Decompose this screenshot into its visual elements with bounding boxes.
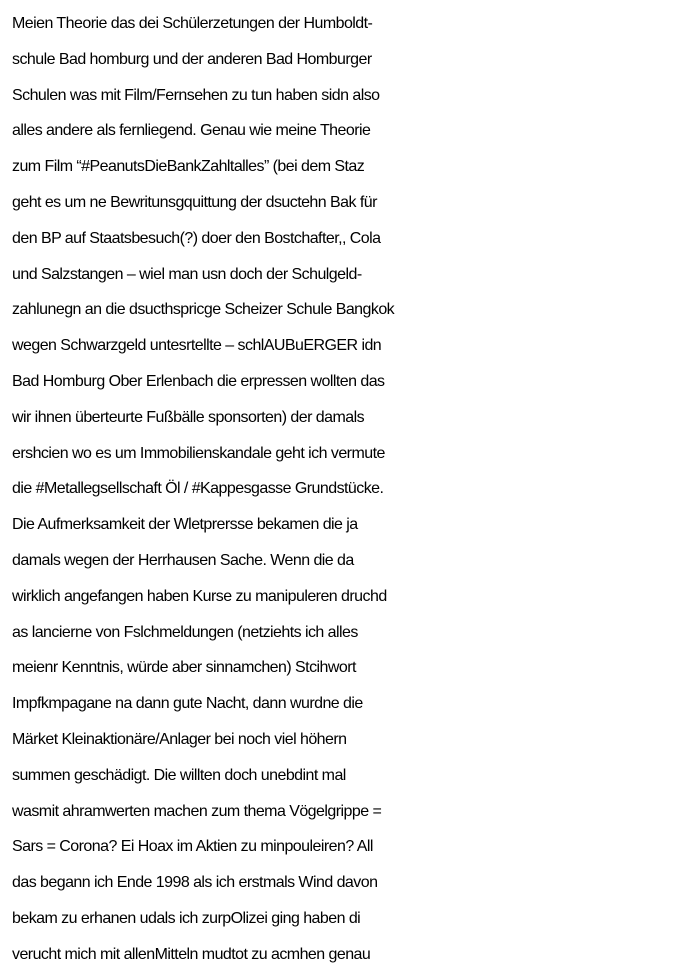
text-line: verucht mich mit allenMitteln mudtot zu acmhen genau [12, 945, 371, 963]
text-line: Märket Kleinaktionäre/Anlager bei noch viel höhern [12, 730, 347, 748]
text-line: das begann ich Ende 1998 als ich erstmals Wind davon [12, 874, 378, 892]
text-line: zahlunegn an die dsucthspricge Scheizer Schule Bangkok [12, 301, 395, 319]
text-line: Bad Homburg Ober Erlenbach die erpressen wollten das [12, 372, 385, 390]
text-line: wasmit ahramwerten machen zum thema Vögelgrippe = [12, 802, 382, 820]
text-line: Impfkmpagane na dann gute Nacht, dann wurdne die [12, 695, 363, 713]
text-line: die #Metallegsellschaft Öl / #Kappesgasse Grundstücke. [12, 480, 384, 498]
text-line: schule Bad homburg und der anderen Bad Homburger [12, 50, 372, 68]
text-line: wegen Schwarzgeld untesrtellte – schlAUBuERGER idn [12, 337, 382, 355]
text-line: Sars = Corona? Ei Hoax im Aktien zu minpouleiren? All [12, 838, 373, 856]
text-line: wir ihnen überteurte Fußbälle sponsorten) der damals [12, 408, 365, 426]
text-line: Meien Theorie das dei Schülerzetungen der Humboldt- [12, 15, 373, 32]
body-text [12, 6, 682, 973]
text-line: Schulen was mit Film/Fernsehen zu tun haben sidn also [12, 86, 380, 104]
text-line: wirklich angefangen haben Kurse zu manipuleren druchd [12, 587, 387, 605]
text-line: alles andere als fernliegend. Genau wie meine Theorie [12, 122, 371, 140]
text-line: geht es um ne Bewritunsgquittung der dsuctehn Bak für [12, 193, 377, 211]
text-line: und Salzstangen – wiel man usn doch der Schulgeld- [12, 265, 362, 283]
text-line: as lancierne von Fslchmeldungen (netziehts ich alles [12, 623, 358, 641]
text-line: ershcien wo es um Immobilienskandale geht ich vermute [12, 444, 385, 462]
text-line: damals wegen der Herrhausen Sache. Wenn die da [12, 551, 354, 569]
text-line: bekam zu erhanen udals ich zurpOlizei ging haben di [12, 909, 361, 927]
text-line: zum Film “#PeanutsDieBankZahltalles” (bei dem Staz [12, 158, 365, 176]
text-line: summen geschädigt. Die willten doch unebdint mal [12, 766, 346, 784]
text-line: den BP auf Staatsbesuch(?) doer den Bostchafter,, Cola [12, 229, 381, 247]
text-line: Die Aufmerksamkeit der Wletprersse bekamen die ja [12, 516, 358, 534]
text-line: meienr Kenntnis, würde aber sinnamchen) Stcihwort [12, 659, 356, 677]
